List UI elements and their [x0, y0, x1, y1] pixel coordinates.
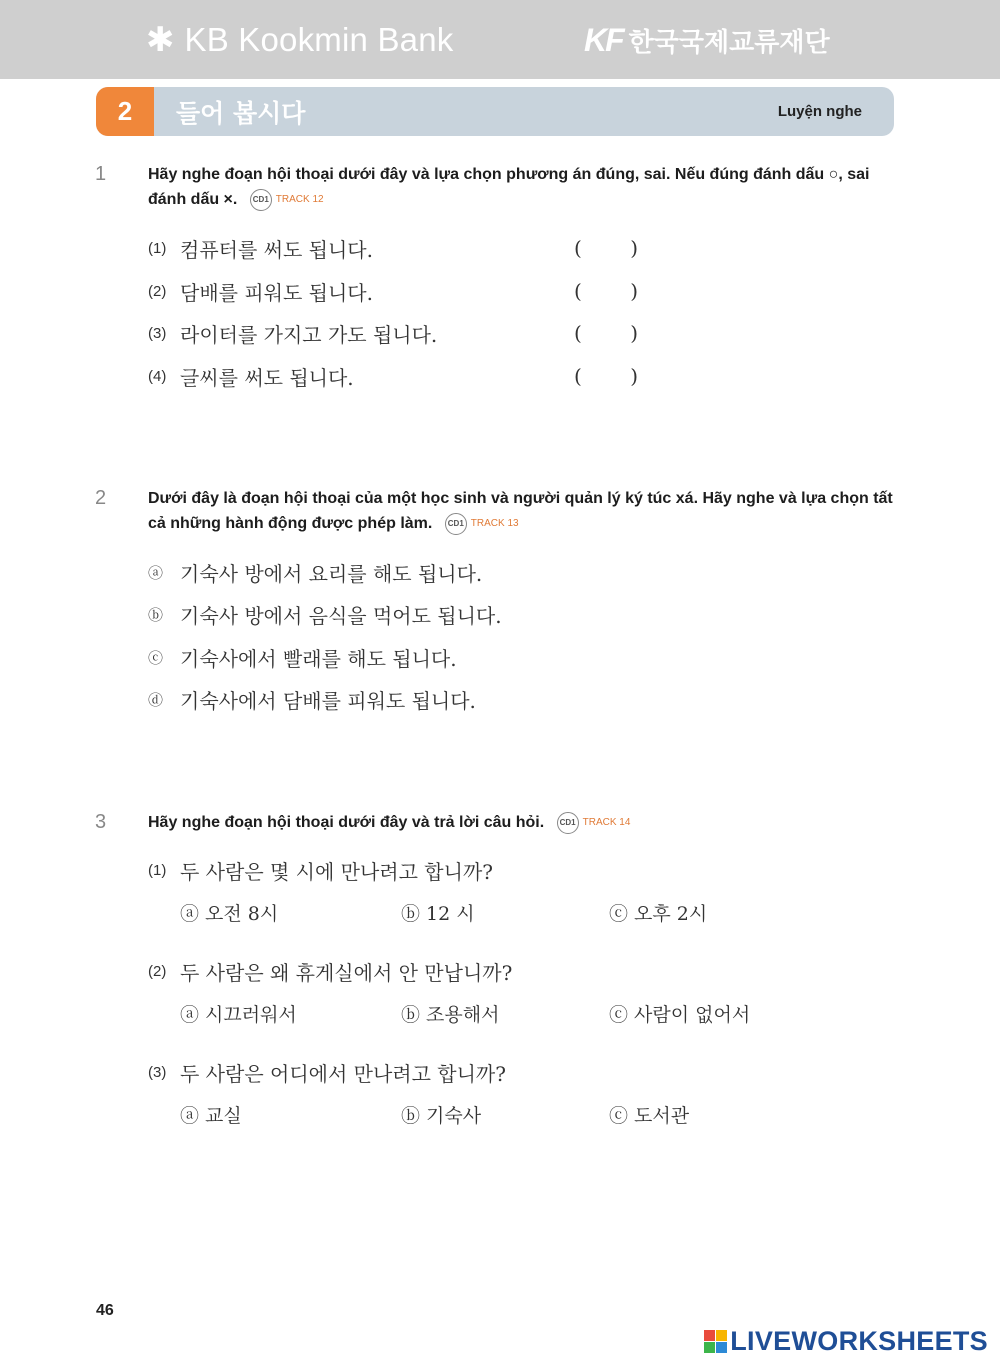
answer-blank[interactable] [574, 234, 638, 262]
sub-question [148, 856, 493, 884]
option-text: 시끄러워서 [205, 1003, 297, 1026]
liveworksheets-logo [704, 1326, 988, 1357]
sub-question-text: 두 사람은 어디에서 만나려고 합니까? [180, 1061, 506, 1086]
option-text: 12 시 [426, 902, 475, 925]
paren-close: ) [630, 321, 638, 345]
item-text: 글씨를 써도 됩니다. [180, 365, 354, 390]
option-label: ⓒ [609, 1104, 629, 1127]
question-instruction [148, 162, 898, 212]
audio-track[interactable] [445, 511, 519, 536]
instruction-text: Hãy nghe đoạn hội thoại dưới đây và trả lời câu hỏi. [148, 814, 545, 831]
list-item [148, 234, 373, 262]
choice-item[interactable] [148, 643, 457, 671]
option-a[interactable] [180, 999, 297, 1027]
option-b[interactable] [401, 1100, 481, 1128]
option-c[interactable] [609, 898, 707, 926]
instruction-text: Hãy nghe đoạn hội thoại dưới đây và lựa chọn phương án đúng, sai. Nếu đúng đánh dấu ○, sai đánh dấu ×. [148, 166, 870, 208]
choice-text: 기숙사에서 빨래를 해도 됩니다. [180, 646, 457, 671]
option-text: 기숙사 [426, 1104, 482, 1127]
section-subtitle: Luyện nghe [777, 103, 862, 120]
option-label: ⓐ [180, 1104, 200, 1127]
question-instruction [148, 486, 898, 536]
answer-blank[interactable] [574, 277, 638, 305]
paren-open: ( [574, 321, 582, 345]
item-text: 라이터를 가지고 가도 됩니다. [180, 322, 438, 347]
option-a[interactable] [180, 898, 278, 926]
option-a[interactable] [180, 1100, 242, 1128]
sub-question [148, 957, 512, 985]
kf-logo-mark: KF [584, 21, 623, 58]
list-item [148, 277, 373, 305]
cd-icon: CD1 [445, 513, 467, 535]
audio-track[interactable] [250, 187, 324, 212]
choice-label: ⓒ [148, 649, 164, 667]
option-b[interactable] [401, 999, 499, 1027]
option-text: 오전 8시 [205, 902, 279, 925]
item-text: 담배를 피워도 됩니다. [180, 280, 373, 305]
answer-blank[interactable] [574, 319, 638, 347]
paren-close: ) [630, 236, 638, 260]
item-label: (2) [148, 282, 167, 300]
list-item [148, 319, 437, 347]
option-label: ⓑ [401, 1003, 421, 1026]
item-label: (1) [148, 239, 167, 257]
option-text: 사람이 없어서 [634, 1003, 751, 1026]
sub-question [148, 1058, 506, 1086]
list-item [148, 362, 354, 390]
option-label: ⓐ [180, 1003, 200, 1026]
item-text: 컴퓨터를 써도 됩니다. [180, 237, 373, 262]
option-label: ⓒ [609, 1003, 629, 1026]
sub-question-text: 두 사람은 몇 시에 만나려고 합니까? [180, 859, 493, 884]
audio-track[interactable] [557, 810, 631, 835]
choice-item[interactable] [148, 685, 476, 713]
question-number: 2 [95, 487, 107, 509]
question-instruction [148, 810, 898, 835]
choice-label: ⓐ [148, 564, 164, 582]
header-bar [0, 0, 1000, 79]
paren-open: ( [574, 279, 582, 303]
option-b[interactable] [401, 898, 475, 926]
option-text: 조용해서 [426, 1003, 500, 1026]
instruction-text: Dưới đây là đoạn hội thoại của một học sinh và người quản lý ký túc xá. Hãy nghe và lựa chọn tất cả những hành động được phép làm. [148, 490, 893, 532]
choice-text: 기숙사에서 담배를 피워도 됩니다. [180, 688, 476, 713]
section-number: 2 [96, 87, 154, 136]
liveworksheets-icon [704, 1330, 727, 1353]
answer-blank[interactable] [574, 362, 638, 390]
option-c[interactable] [609, 1100, 689, 1128]
section-title: 들어 봅시다 [176, 98, 306, 128]
paren-close: ) [630, 279, 638, 303]
option-label: ⓑ [401, 1104, 421, 1127]
question-number: 3 [95, 811, 107, 833]
choice-label: ⓑ [148, 606, 164, 624]
choice-label: ⓓ [148, 691, 164, 709]
cd-icon: CD1 [250, 189, 272, 211]
choice-text: 기숙사 방에서 요리를 해도 됩니다. [180, 561, 483, 586]
option-label: ⓑ [401, 902, 421, 925]
kf-logo-text: 한국국제교류재단 [628, 27, 830, 58]
page-number: 46 [96, 1302, 114, 1319]
choice-text: 기숙사 방에서 음식을 먹어도 됩니다. [180, 603, 502, 628]
section-heading [96, 87, 894, 136]
option-c[interactable] [609, 999, 750, 1027]
question-number: 1 [95, 163, 107, 185]
sub-question-label: (1) [148, 861, 167, 879]
choice-item[interactable] [148, 558, 482, 586]
choice-item[interactable] [148, 600, 502, 628]
track-label: TRACK 14 [582, 817, 631, 829]
item-label: (3) [148, 324, 167, 342]
kf-foundation-logo [584, 20, 830, 60]
option-label: ⓐ [180, 902, 200, 925]
track-label: TRACK 13 [470, 518, 519, 530]
option-text: 교실 [205, 1104, 242, 1127]
paren-open: ( [574, 236, 582, 260]
track-label: TRACK 12 [275, 194, 324, 206]
kb-logo-text: KB Kookmin Bank [184, 21, 454, 58]
option-label: ⓒ [609, 902, 629, 925]
sub-question-label: (2) [148, 962, 167, 980]
sub-question-label: (3) [148, 1063, 167, 1081]
paren-open: ( [574, 364, 582, 388]
option-text: 오후 2시 [634, 902, 708, 925]
option-text: 도서관 [634, 1104, 690, 1127]
liveworksheets-text: LIVEWORKSHEETS [730, 1326, 988, 1356]
kb-star-icon: ✱ [146, 20, 175, 60]
sub-question-text: 두 사람은 왜 휴게실에서 안 만납니까? [180, 960, 513, 985]
kb-kookmin-bank-logo [146, 20, 453, 60]
cd-icon: CD1 [557, 812, 579, 834]
item-label: (4) [148, 367, 167, 385]
paren-close: ) [630, 364, 638, 388]
